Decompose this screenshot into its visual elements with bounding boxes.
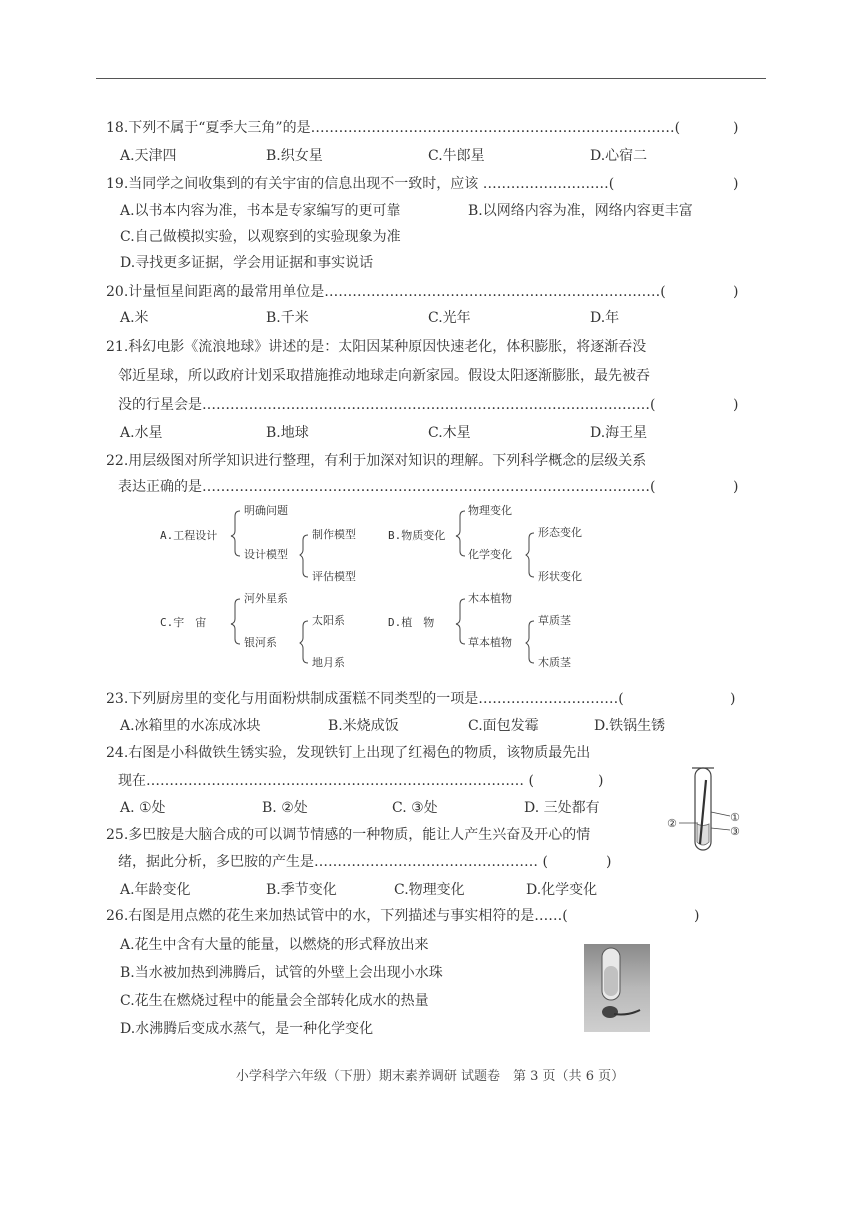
q26-option-c: C.花生在燃烧过程中的能量会全部转化成水的热量: [120, 993, 429, 1009]
tree-b-child-2: 化学变化: [468, 548, 512, 561]
close-paren: ): [733, 284, 739, 300]
tree-d-grandchild-1: 草质茎: [538, 614, 571, 627]
close-paren: ): [598, 773, 604, 789]
q18-option-b: B.织女星: [266, 148, 323, 164]
q18-option-a: A.天津四: [120, 148, 177, 164]
q25-option-a: A.年龄变化: [120, 882, 191, 898]
q23-option-b: B.米烧成饭: [328, 718, 399, 734]
test-tube-figure: [664, 760, 754, 860]
label-three: ③: [730, 825, 740, 838]
question-25-stem-line1: 25.多巴胺是大脑合成的可以调节情感的一种物质，能让人产生兴奋及开心的情: [106, 827, 591, 843]
q18-option-c: C.牛郎星: [428, 148, 485, 164]
tree-c-child-2: 银河系: [244, 636, 277, 649]
question-18-stem: 18.下列不属于“夏季大三角”的是……………………………………………………………………(: [106, 120, 681, 136]
close-paren: ): [733, 479, 739, 495]
header-rule: [96, 78, 766, 79]
tree-b-root: B.物质变化: [388, 529, 446, 542]
close-paren: ): [694, 908, 700, 924]
question-23-stem: 23.下列厨房里的变化与用面粉烘制成蛋糕不同类型的一项是…………………………(: [106, 691, 624, 707]
q26-option-d: D.水沸腾后变成水蒸气，是一种化学变化: [120, 1021, 374, 1037]
tree-d-child-1: 木本植物: [468, 592, 512, 605]
q25-option-c: C.物理变化: [394, 882, 465, 898]
q21-option-d: D.海王星: [590, 425, 648, 441]
q20-option-b: B.千米: [266, 310, 309, 326]
q26-option-b: B.当水被加热到沸腾后，试管的外壁上会出现小水珠: [120, 965, 443, 981]
q26-option-a: A.花生中含有大量的能量，以燃烧的形式释放出来: [120, 937, 429, 953]
q20-option-a: A.米: [120, 310, 149, 326]
question-22-stem-line2: 表达正确的是……………………………………………………………………………………(: [118, 479, 656, 495]
question-26-stem: 26.右图是用点燃的花生来加热试管中的水，下列描述与事实相符的是……(: [106, 908, 568, 924]
tree-c-child-1: 河外星系: [244, 592, 288, 605]
tree-b-child-1: 物理变化: [468, 504, 512, 517]
tree-b-grandchild-1: 形态变化: [538, 526, 582, 539]
q19-option-b: B.以网络内容为准，网络内容更丰富: [468, 203, 693, 219]
close-paren: ): [733, 120, 739, 136]
close-paren: ): [733, 176, 739, 192]
question-25-stem-line2: 绪，据此分析，多巴胺的产生是………………………………………… (: [118, 854, 548, 870]
q23-option-c: C.面包发霉: [468, 718, 539, 734]
tree-d-grandchild-2: 木质茎: [538, 656, 571, 669]
tree-a-child-2: 设计模型: [244, 548, 288, 561]
question-24-stem-line2: 现在……………………………………………………………………… (: [118, 773, 534, 789]
question-21-stem-line1: 21.科幻电影《流浪地球》讲述的是：太阳因某种原因快速老化，体积膨胀，将逐渐吞没: [106, 339, 647, 355]
tree-d-root: D.植 物: [388, 616, 435, 629]
tree-b-grandchild-2: 形状变化: [538, 570, 582, 583]
q19-option-c: C.自己做模拟实验，以观察到的实验现象为准: [120, 229, 401, 245]
tree-c-grandchild-2: 地月系: [312, 656, 345, 669]
tree-d-brackets: [0, 0, 1, 1]
q24-option-b: B. ②处: [262, 800, 308, 816]
tree-a-grandchild-1: 制作模型: [312, 528, 356, 541]
q21-option-a: A.水星: [120, 425, 163, 441]
q21-option-c: C.木星: [428, 425, 471, 441]
tree-c-grandchild-1: 太阳系: [312, 614, 345, 627]
question-21-stem-line3: 没的行星会是……………………………………………………………………………………(: [118, 397, 656, 413]
question-24-stem-line1: 24.右图是小科做铁生锈实验，发现铁钉上出现了红褐色的物质，该物质最先出: [106, 745, 591, 761]
q24-option-a: A. ①处: [120, 800, 166, 816]
page-footer: 小学科学六年级（下册）期末素养调研 试题卷 第 3 页（共 6 页）: [235, 1069, 625, 1084]
q20-option-c: C.光年: [428, 310, 471, 326]
q20-option-d: D.年: [590, 310, 620, 326]
question-22-stem-line1: 22.用层级图对所学知识进行整理，有利于加深对知识的理解。下列科学概念的层级关系: [106, 453, 647, 469]
tree-d-child-2: 草本植物: [468, 636, 512, 649]
close-paren: ): [606, 854, 612, 870]
peanut-heating-photo: [584, 944, 650, 1032]
question-21-stem-line2: 邻近星球，所以政府计划采取措施推动地球走向新家园。假设太阳逐渐膨胀，最先被吞: [118, 368, 650, 384]
close-paren: ): [730, 691, 736, 707]
question-19-stem: 19.当同学之间收集到的有关宇宙的信息出现不一致时，应该 ………………………(: [106, 176, 615, 192]
label-one: ①: [730, 811, 740, 824]
label-two: ②: [667, 817, 677, 830]
question-20-stem: 20.计量恒星间距离的最常用单位是………………………………………………………………(: [106, 284, 666, 300]
q25-option-b: B.季节变化: [266, 882, 337, 898]
tree-a-root: A.工程设计: [160, 529, 218, 542]
q19-option-a: A.以书本内容为准，书本是专家编写的更可靠: [120, 203, 401, 219]
tree-a-grandchild-2: 评估模型: [312, 570, 356, 583]
q23-option-a: A.冰箱里的水冻成冰块: [120, 718, 261, 734]
tree-a-child-1: 明确问题: [244, 504, 288, 517]
q24-option-d: D. 三处都有: [524, 800, 600, 816]
q23-option-d: D.铁锅生锈: [594, 718, 666, 734]
close-paren: ): [733, 397, 739, 413]
q25-option-d: D.化学变化: [526, 882, 598, 898]
q19-option-d: D.寻找更多证据，学会用证据和事实说话: [120, 255, 374, 271]
q18-option-d: D.心宿二: [590, 148, 648, 164]
tree-c-root: C.宇 宙: [160, 616, 207, 629]
q24-option-c: C. ③处: [392, 800, 438, 816]
q21-option-b: B.地球: [266, 425, 309, 441]
